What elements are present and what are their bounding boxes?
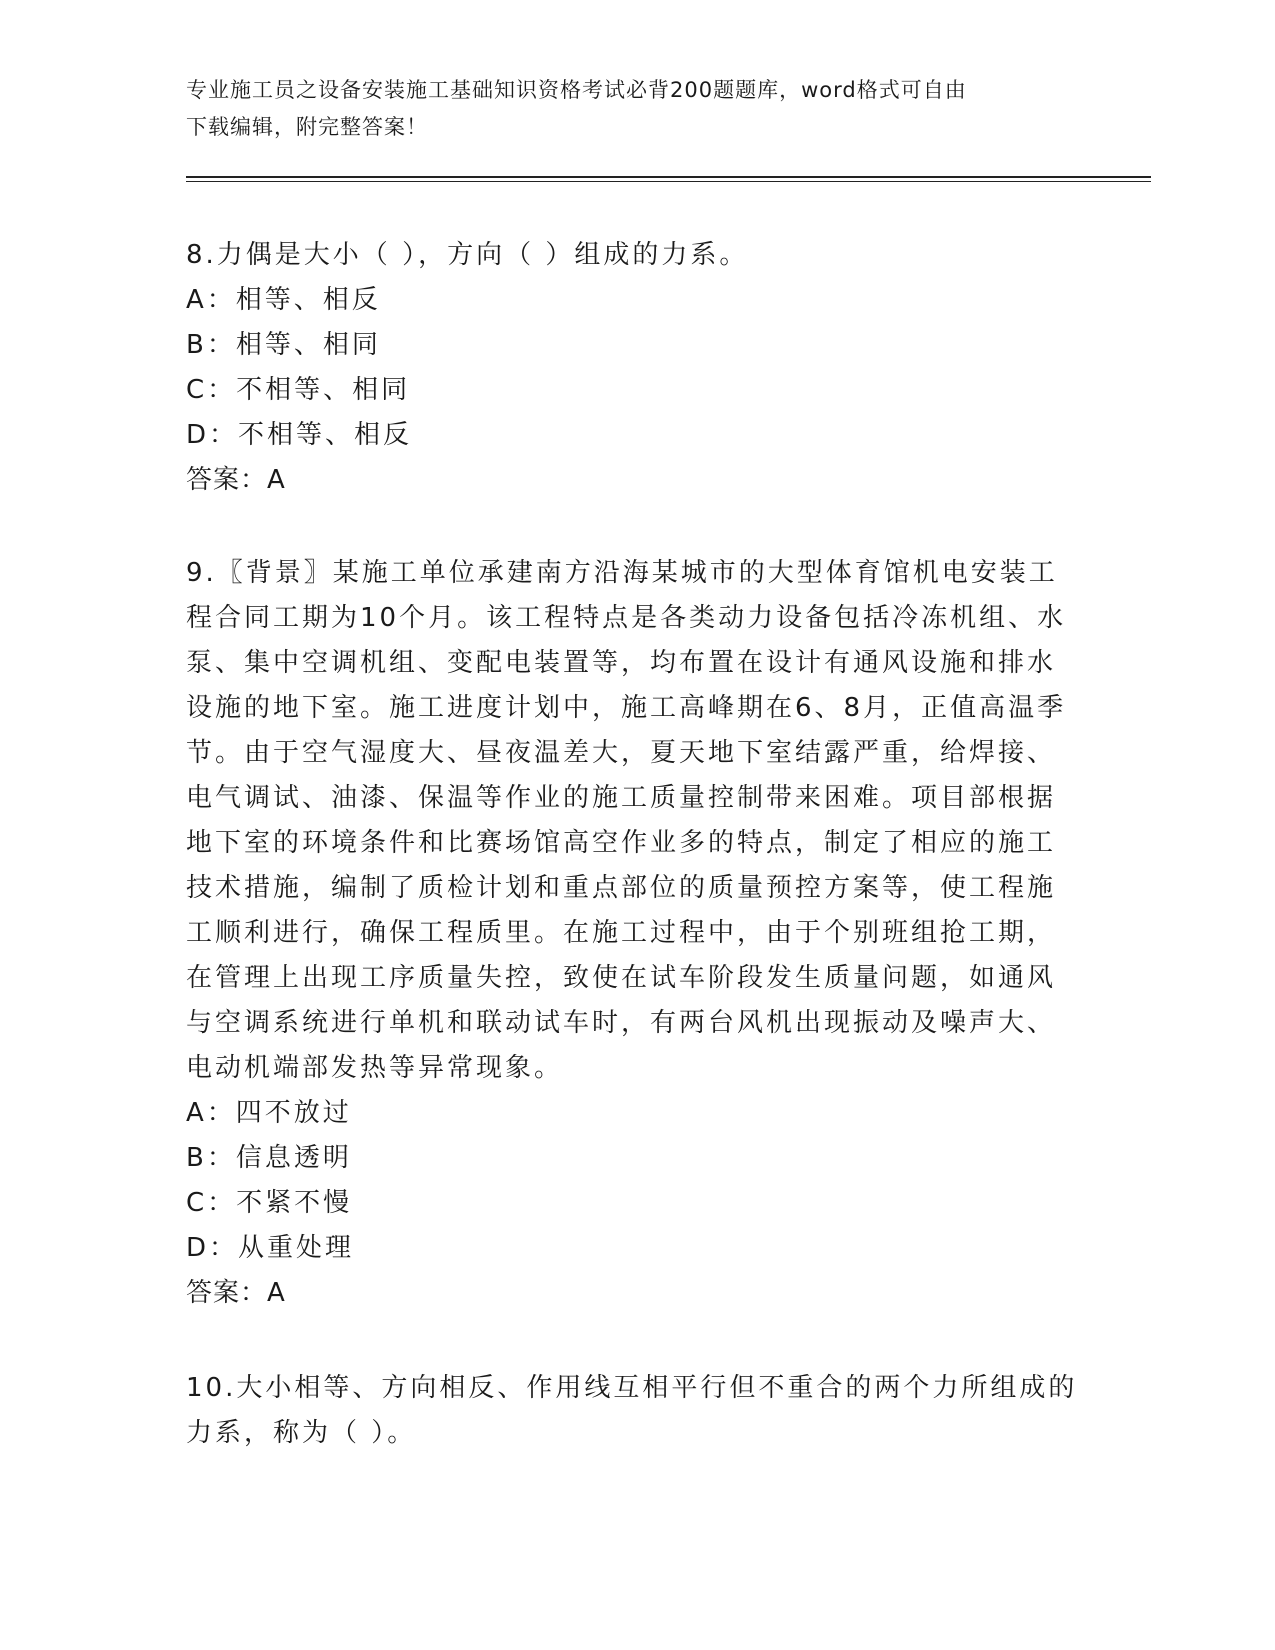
question-stem-line: 泵、集中空调机组、变配电装置等，均布置在设计有通风设施和排水	[186, 648, 1057, 678]
question-stem: 8.力偶是大小（ ），方向（ ）组成的力系。	[186, 240, 749, 270]
question-8	[186, 233, 1066, 503]
option-d: D：不相等、相反	[186, 420, 413, 450]
question-stem-line: 节。由于空气湿度大、昼夜温差大，夏天地下室结露严重，给焊接、	[186, 738, 1057, 768]
answer: 答案：A	[186, 1278, 286, 1308]
question-stem-line: 设施的地下室。施工进度计划中，施工高峰期在6、8月，正值高温季	[186, 693, 1067, 723]
header-line-2: 下载编辑，附完整答案！	[186, 115, 428, 139]
option-b: B：信息透明	[186, 1143, 352, 1173]
question-stem-line: 地下室的环境条件和比赛场馆高空作业多的特点，制定了相应的施工	[186, 828, 1057, 858]
question-stem-line: 10.大小相等、方向相反、作用线互相平行但不重合的两个力所组成的	[186, 1373, 1078, 1403]
option-a: A：相等、相反	[186, 285, 381, 315]
question-9	[186, 551, 1066, 1316]
option-a: A：四不放过	[186, 1098, 352, 1128]
question-stem-line: 电气调试、油漆、保温等作业的施工质量控制带来困难。项目部根据	[186, 783, 1057, 813]
question-stem-line: 工顺利进行，确保工程质里。在施工过程中，由于个别班组抢工期，	[186, 918, 1057, 948]
question-stem-line: 9.〖背景〗某施工单位承建南方沿海某城市的大型体育馆机电安装工	[186, 558, 1058, 588]
question-stem-line: 技术措施，编制了质检计划和重点部位的质量预控方案等，使工程施	[186, 873, 1057, 903]
option-d: D：从重处理	[186, 1233, 355, 1263]
header-divider	[186, 176, 1151, 182]
question-10	[186, 1366, 1078, 1456]
question-stem-line: 与空调系统进行单机和联动试车时，有两台风机出现振动及噪声大、	[186, 1008, 1057, 1038]
question-stem-line: 程合同工期为10个月。该工程特点是各类动力设备包括冷冻机组、水	[186, 603, 1067, 633]
header-line-1: 专业施工员之设备安装施工基础知识资格考试必背200题题库，word格式可自由	[186, 78, 967, 102]
question-stem-line: 电动机端部发热等异常现象。	[186, 1053, 564, 1083]
option-c: C：不紧不慢	[186, 1188, 353, 1218]
question-stem-line: 力系，称为（ ）。	[186, 1418, 417, 1448]
option-b: B：相等、相同	[186, 330, 381, 360]
option-c: C：不相等、相同	[186, 375, 411, 405]
question-stem-line: 在管理上出现工序质量失控，致使在试车阶段发生质量问题，如通风	[186, 963, 1057, 993]
document-header	[186, 72, 1076, 146]
answer: 答案：A	[186, 465, 286, 495]
document-page	[186, 0, 1151, 1650]
